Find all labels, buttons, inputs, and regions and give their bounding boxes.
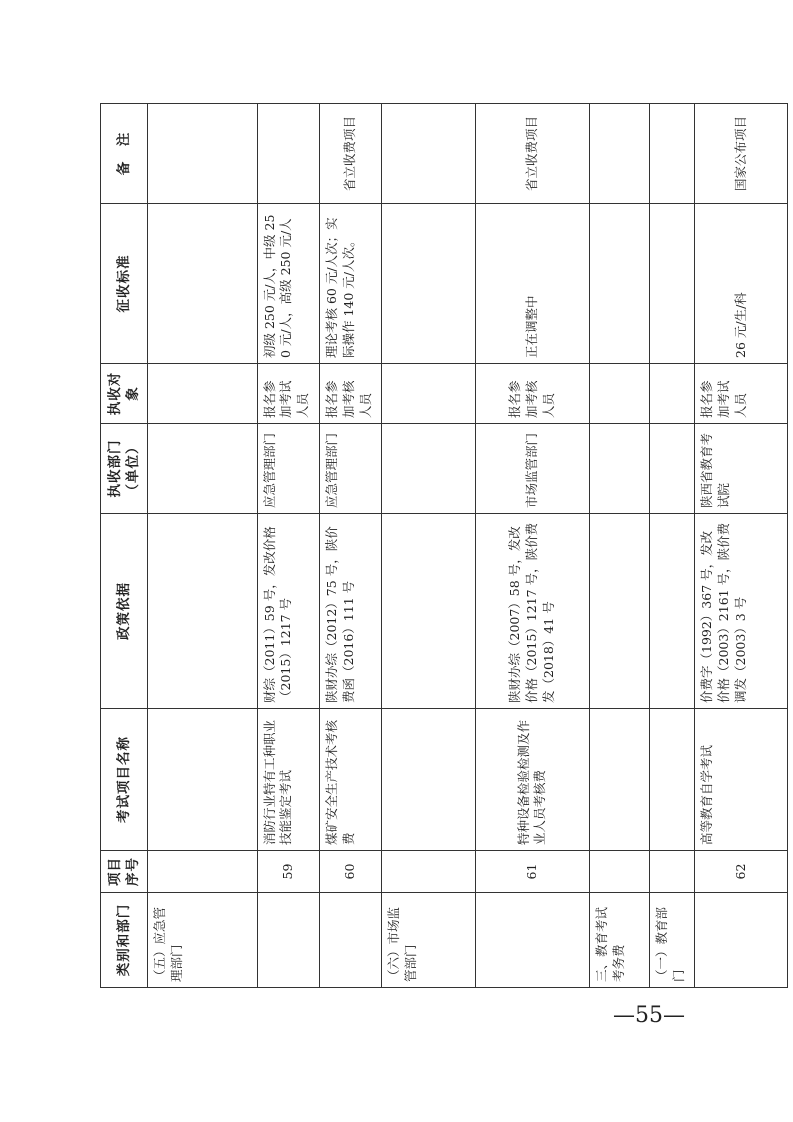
cell-seq	[148, 851, 258, 893]
cell-note: 省立收费项目	[476, 104, 590, 204]
cell-seq	[650, 851, 695, 893]
header-standard: 征收标准	[101, 204, 148, 364]
cell-dept: 陕西省教育考试院	[695, 424, 788, 514]
cell-basis: 陕财办综（2007）58 号，发改价格（2015）1217 号，陕价费发（2018）41 号	[476, 514, 590, 709]
cell-dept	[382, 424, 476, 514]
table-row	[382, 104, 476, 988]
cell-category: （五）应急管理部门	[148, 893, 258, 988]
cell-category: （六）市场监管部门	[382, 893, 476, 988]
cell-note	[589, 104, 650, 204]
cell-name: 特种设备检验检测及作业人员考核费	[476, 709, 590, 851]
cell-note: 国家公布项目	[695, 104, 788, 204]
cell-target: 报名参加考试人员	[695, 364, 788, 424]
cell-target	[382, 364, 476, 424]
table-row	[589, 104, 650, 988]
cell-name: 煤矿安全生产技术考核费	[319, 709, 381, 851]
table-row	[148, 104, 258, 988]
cell-standard: 理论考核 60 元/人次；实际操作 140 元/人次。	[319, 204, 381, 364]
cell-basis	[382, 514, 476, 709]
table-row	[695, 104, 788, 988]
cell-basis: 陕财办综（2012）75 号，陕价费函（2016）111 号	[319, 514, 381, 709]
cell-name: 高等教育自学考试	[695, 709, 788, 851]
cell-dept: 应急管理部门	[257, 424, 319, 514]
header-target: 执收对象	[101, 364, 148, 424]
cell-standard	[589, 204, 650, 364]
cell-category	[319, 893, 381, 988]
header-note: 备 注	[101, 104, 148, 204]
fee-table	[100, 103, 788, 988]
cell-standard	[650, 204, 695, 364]
cell-basis: 价费字（1992）367 号，发改价格（2003）2161 号，陕价费调发（2003）3 号	[695, 514, 788, 709]
cell-dept	[148, 424, 258, 514]
cell-dept: 应急管理部门	[319, 424, 381, 514]
cell-seq	[589, 851, 650, 893]
cell-note	[650, 104, 695, 204]
cell-standard	[148, 204, 258, 364]
cell-name	[382, 709, 476, 851]
cell-basis	[589, 514, 650, 709]
cell-target	[650, 364, 695, 424]
table-row	[476, 104, 590, 988]
cell-standard	[382, 204, 476, 364]
cell-seq	[382, 851, 476, 893]
cell-name	[589, 709, 650, 851]
cell-target	[148, 364, 258, 424]
cell-seq: 60	[319, 851, 381, 893]
cell-target: 报名参加考核人员	[319, 364, 381, 424]
cell-category	[257, 893, 319, 988]
cell-name	[148, 709, 258, 851]
cell-name: 消防行业特有工种职业技能鉴定考试	[257, 709, 319, 851]
cell-target	[589, 364, 650, 424]
cell-category: 三、教育考试考务费	[589, 893, 650, 988]
cell-target: 报名参加考试人员	[257, 364, 319, 424]
cell-category	[476, 893, 590, 988]
rotated-page	[100, 104, 788, 988]
cell-category: （一）教育部门	[650, 893, 695, 988]
cell-note: 省立收费项目	[319, 104, 381, 204]
cell-note	[382, 104, 476, 204]
cell-seq: 62	[695, 851, 788, 893]
header-seq: 项目序号	[101, 851, 148, 893]
cell-name	[650, 709, 695, 851]
table-row	[257, 104, 319, 988]
cell-standard: 正在调整中	[476, 204, 590, 364]
table-header-row	[101, 104, 148, 988]
cell-note	[148, 104, 258, 204]
header-category: 类别和部门	[101, 893, 148, 988]
cell-note	[257, 104, 319, 204]
header-dept-line1: 执收部门	[106, 439, 123, 498]
cell-seq: 61	[476, 851, 590, 893]
cell-seq: 59	[257, 851, 319, 893]
page-number: —55—	[613, 1003, 685, 1028]
cell-standard: 26 元/生/科	[695, 204, 788, 364]
cell-category	[695, 893, 788, 988]
cell-basis	[148, 514, 258, 709]
header-dept-line2: （单位）	[125, 439, 141, 498]
header-basis: 政策依据	[101, 514, 148, 709]
cell-standard: 初级 250 元/人，中级 250 元/人，高级 250 元/人	[257, 204, 319, 364]
cell-target: 报名参加考核人员	[476, 364, 590, 424]
header-dept	[101, 424, 148, 514]
table-row	[319, 104, 381, 988]
cell-dept: 市场监管部门	[476, 424, 590, 514]
cell-basis	[650, 514, 695, 709]
cell-dept	[589, 424, 650, 514]
cell-dept	[650, 424, 695, 514]
cell-basis: 财综（2011）59 号，发改价格（2015）1217 号	[257, 514, 319, 709]
header-name: 考试项目名称	[101, 709, 148, 851]
table-row	[650, 104, 695, 988]
